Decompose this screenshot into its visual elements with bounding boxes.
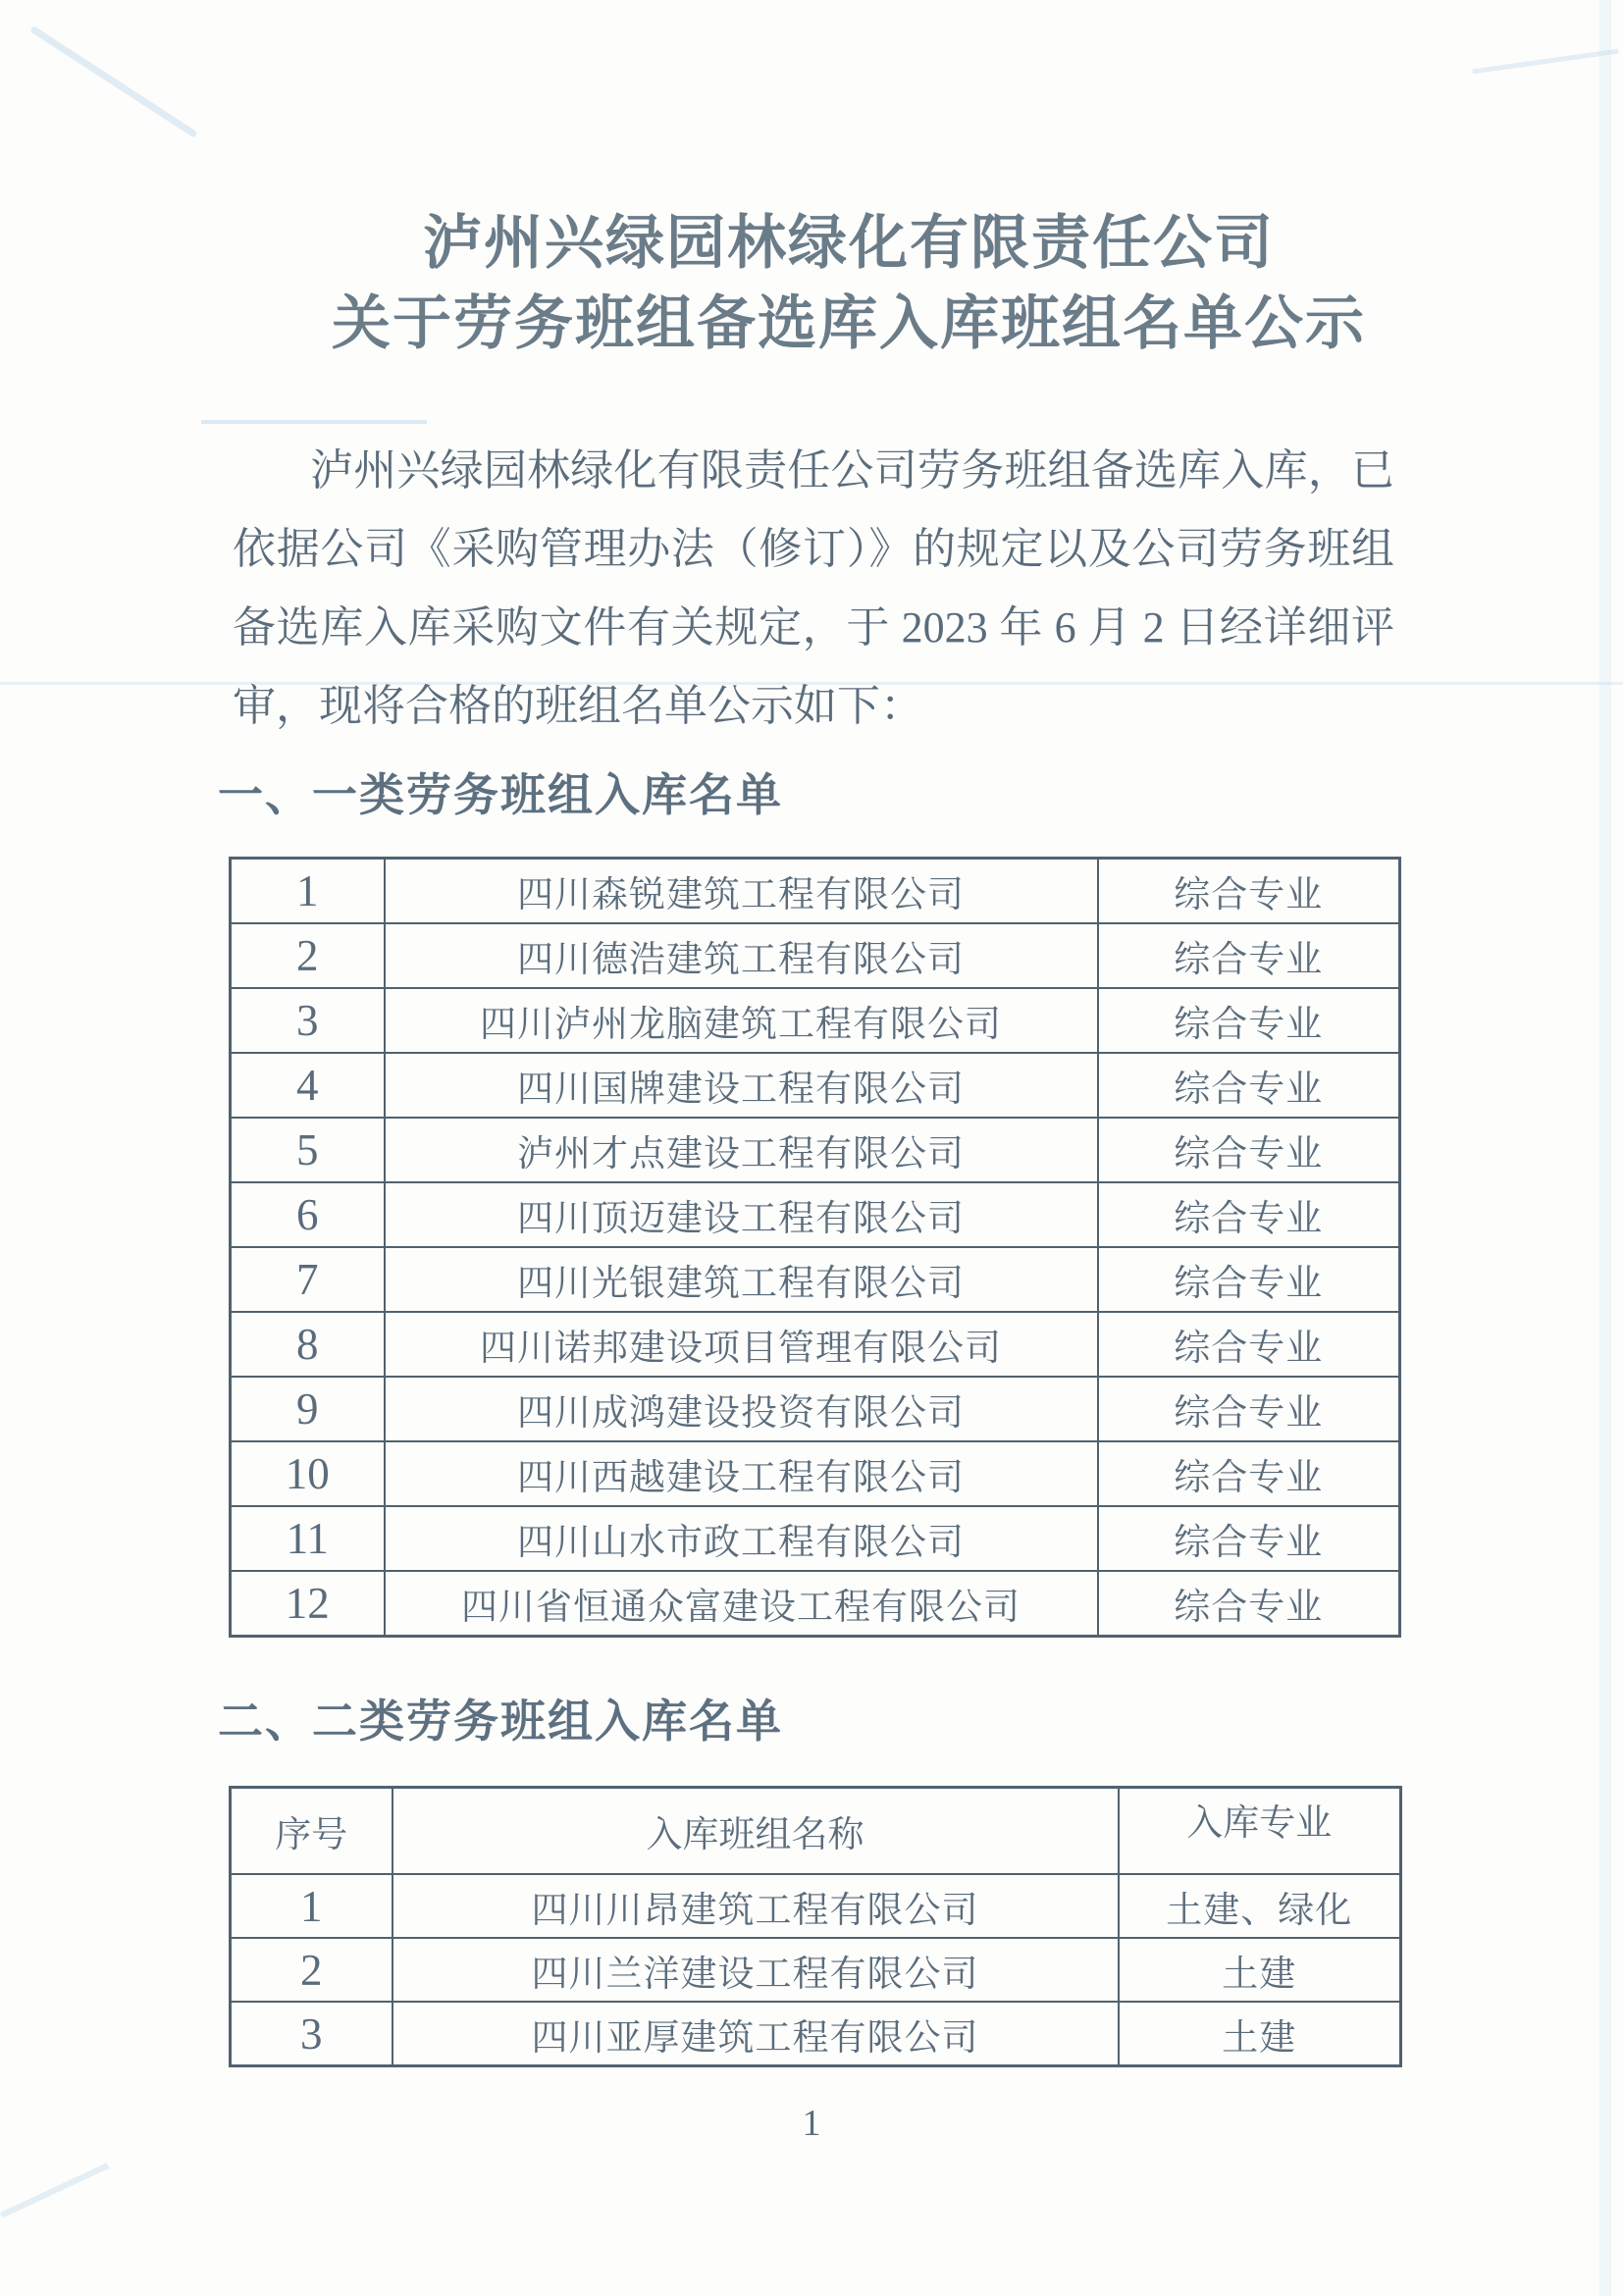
section1-heading: 一、一类劳务班组入库名单 [218,769,783,820]
scan-artifact [0,2163,109,2218]
table-row [231,1377,1400,1441]
header-cell-no: 序号 [231,1788,393,1875]
table-row [231,923,1400,988]
table-row [231,1874,1401,1938]
row-number-cell: 3 [231,2002,393,2066]
header-cell-name: 入库班组名称 [393,1788,1119,1875]
header-cell-specialty: 入库专业 [1119,1788,1401,1875]
specialty-cell: 综合专业 [1098,1377,1400,1441]
row-number-cell: 2 [231,923,385,988]
specialty-cell: 综合专业 [1098,1118,1400,1182]
paragraph-line: 依据公司《采购管理办法（修订）》的规定以及公司劳务班组 [233,525,1394,573]
row-number-cell: 12 [231,1571,385,1637]
section2-table-body [231,1788,1401,1875]
specialty-cell: 综合专业 [1098,988,1400,1053]
table-row [231,1506,1400,1571]
company-name-cell: 四川光银建筑工程有限公司 [385,1247,1098,1312]
section2-heading: 二、二类劳务班组入库名单 [218,1696,783,1747]
company-name-cell: 四川亚厚建筑工程有限公司 [393,2002,1119,2066]
row-number-cell: 1 [231,1874,393,1938]
table-row [231,1938,1401,2002]
section2-table [229,1786,1402,2067]
specialty-cell: 综合专业 [1098,1441,1400,1506]
specialty-cell: 综合专业 [1098,1506,1400,1571]
row-number-cell: 2 [231,1938,393,2002]
row-number-cell: 8 [231,1312,385,1377]
row-number-cell: 6 [231,1182,385,1247]
intro-paragraph [233,432,1394,746]
specialty-cell: 综合专业 [1098,859,1400,924]
table-row [231,1441,1400,1506]
company-name-cell: 四川川昂建筑工程有限公司 [393,1874,1119,1938]
paragraph-line: 审，现将合格的班组名单公示如下： [233,682,923,730]
company-name-cell: 四川兰洋建设工程有限公司 [393,1938,1119,2002]
specialty-cell: 综合专业 [1098,1571,1400,1637]
row-number-cell: 7 [231,1247,385,1312]
row-number-cell: 11 [231,1506,385,1571]
table-row [231,1053,1400,1118]
specialty-cell: 综合专业 [1098,1053,1400,1118]
table-row [231,1571,1400,1637]
row-number-cell: 9 [231,1377,385,1441]
specialty-cell: 综合专业 [1098,1312,1400,1377]
company-name-cell: 四川森锐建筑工程有限公司 [385,859,1098,924]
table-row [231,859,1400,924]
row-number-cell: 5 [231,1118,385,1182]
table-row [231,1118,1400,1182]
scan-artifact [29,26,198,138]
row-number-cell: 10 [231,1441,385,1506]
section1-table-body [231,859,1400,1637]
table-row [231,1182,1400,1247]
row-number-cell: 1 [231,859,385,924]
company-name-cell: 四川山水市政工程有限公司 [385,1506,1098,1571]
row-number-cell: 3 [231,988,385,1053]
table-row [231,988,1400,1053]
specialty-cell: 综合专业 [1098,1247,1400,1312]
row-number-cell: 4 [231,1053,385,1118]
document-title-line1: 泸州兴绿园林绿化有限责任公司 [423,210,1275,276]
company-name-cell: 四川成鸿建设投资有限公司 [385,1377,1098,1441]
company-name-cell: 四川西越建设工程有限公司 [385,1441,1098,1506]
document-title-line2: 关于劳务班组备选库入库班组名单公示 [332,290,1366,356]
specialty-cell: 综合专业 [1098,1182,1400,1247]
company-name-cell: 四川泸州龙脑建筑工程有限公司 [385,988,1098,1053]
page-number: 1 [802,2103,821,2144]
table-row [231,1312,1400,1377]
specialty-cell: 土建 [1119,2002,1401,2066]
scan-artifact [1472,49,1618,75]
table-row [231,2002,1401,2066]
company-name-cell: 四川顶迈建设工程有限公司 [385,1182,1098,1247]
company-name-cell: 泸州才点建设工程有限公司 [385,1118,1098,1182]
company-name-cell: 四川国牌建设工程有限公司 [385,1053,1098,1118]
section1-table [229,857,1401,1638]
specialty-cell: 土建、绿化 [1119,1874,1401,1938]
company-name-cell: 四川诺邦建设项目管理有限公司 [385,1312,1098,1377]
section2-table-rows [231,1874,1401,2066]
specialty-cell: 综合专业 [1098,923,1400,988]
paragraph-line: 备选库入库采购文件有关规定，于 2023 年 6 月 2 日经详细评 [233,603,1394,652]
company-name-cell: 四川省恒通众富建设工程有限公司 [385,1571,1098,1637]
company-name-cell: 四川德浩建筑工程有限公司 [385,923,1098,988]
paragraph-line: 泸州兴绿园林绿化有限责任公司劳务班组备选库入库，已 [310,446,1394,495]
specialty-cell: 土建 [1119,1938,1401,2002]
table-row [231,1247,1400,1312]
table-header-row [231,1788,1401,1875]
scan-artifact [201,420,427,424]
